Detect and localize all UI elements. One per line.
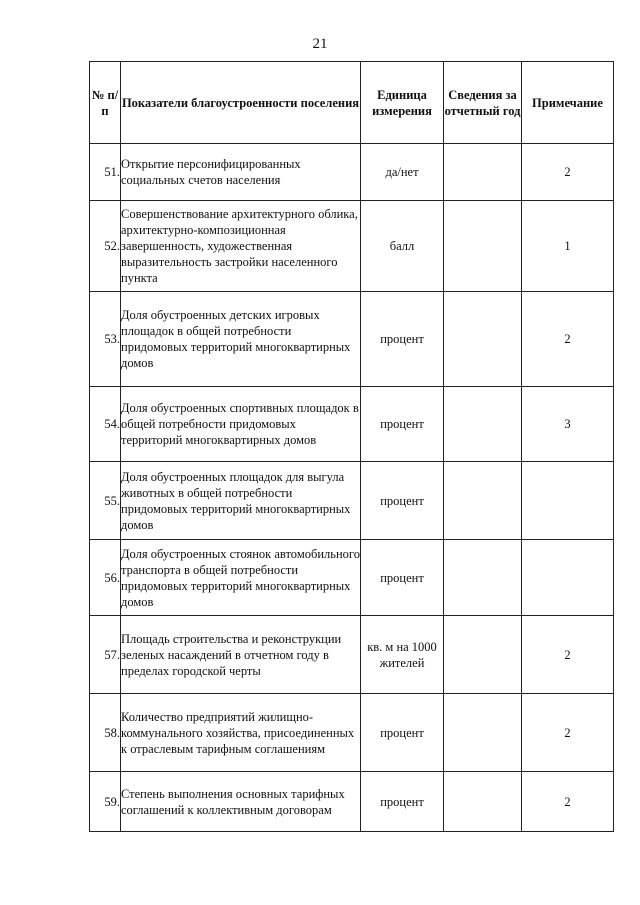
reported-value-cell [444,387,522,462]
reported-value-cell [444,144,522,201]
table-row [90,387,614,462]
unit-cell: процент [361,462,444,540]
table-row [90,292,614,387]
unit-cell: процент [361,772,444,832]
header-info: Сведения за отчетный год [444,62,522,144]
reported-value-cell [444,772,522,832]
row-number: 55. [90,462,121,540]
reported-value-cell [444,462,522,540]
row-number: 51. [90,144,121,201]
indicators-table [89,61,614,832]
unit-cell: процент [361,387,444,462]
row-number: 56. [90,540,121,616]
table-row [90,772,614,832]
unit-cell: процент [361,292,444,387]
note-cell [522,540,614,616]
table-row [90,540,614,616]
header-num: № п/п [90,62,121,144]
row-number: 54. [90,387,121,462]
header-row [90,62,614,144]
indicator-name: Открытие персонифицированных социальных счетов населения [121,144,361,201]
unit-cell: процент [361,540,444,616]
table-row [90,462,614,540]
table-row [90,694,614,772]
note-cell: 2 [522,772,614,832]
reported-value-cell [444,201,522,292]
indicator-name: Количество предприятий жилищно-коммунального хозяйства, присоединенных к отраслевым тарифным соглашениям [121,694,361,772]
indicator-name: Совершенствование архитектурного облика, архитектурно-композиционная завершенность, художественная выразительность застройки населенного пункта [121,201,361,292]
indicator-name: Доля обустроенных стоянок автомобильного транспорта в общей потребности придомовых территорий многоквартирных домов [121,540,361,616]
indicator-name: Степень выполнения основных тарифных соглашений к коллективным договорам [121,772,361,832]
indicator-name: Доля обустроенных спортивных площадок в общей потребности придомовых территорий многоквартирных домов [121,387,361,462]
table-row [90,201,614,292]
reported-value-cell [444,540,522,616]
indicator-name: Доля обустроенных детских игровых площадок в общей потребности придомовых территорий многоквартирных домов [121,292,361,387]
note-cell: 2 [522,694,614,772]
unit-cell: балл [361,201,444,292]
table-row [90,616,614,694]
note-cell: 2 [522,144,614,201]
unit-cell: процент [361,694,444,772]
reported-value-cell [444,292,522,387]
table-row [90,144,614,201]
indicator-name: Доля обустроенных площадок для выгула животных в общей потребности придомовых территорий многоквартирных домов [121,462,361,540]
note-cell: 1 [522,201,614,292]
row-number: 53. [90,292,121,387]
note-cell: 3 [522,387,614,462]
row-number: 58. [90,694,121,772]
reported-value-cell [444,616,522,694]
row-number: 59. [90,772,121,832]
unit-cell: да/нет [361,144,444,201]
indicator-name: Площадь строительства и реконструкции зеленых насаждений в отчетном году в пределах городской черты [121,616,361,694]
row-number: 52. [90,201,121,292]
row-number: 57. [90,616,121,694]
header-note: Примечание [522,62,614,144]
note-cell: 2 [522,616,614,694]
header-name: Показатели благоустроенности поселения [121,62,361,144]
note-cell: 2 [522,292,614,387]
header-unit: Единица измерения [361,62,444,144]
reported-value-cell [444,694,522,772]
page-number: 21 [312,36,328,52]
unit-cell: кв. м на 1000 жителей [361,616,444,694]
note-cell [522,462,614,540]
